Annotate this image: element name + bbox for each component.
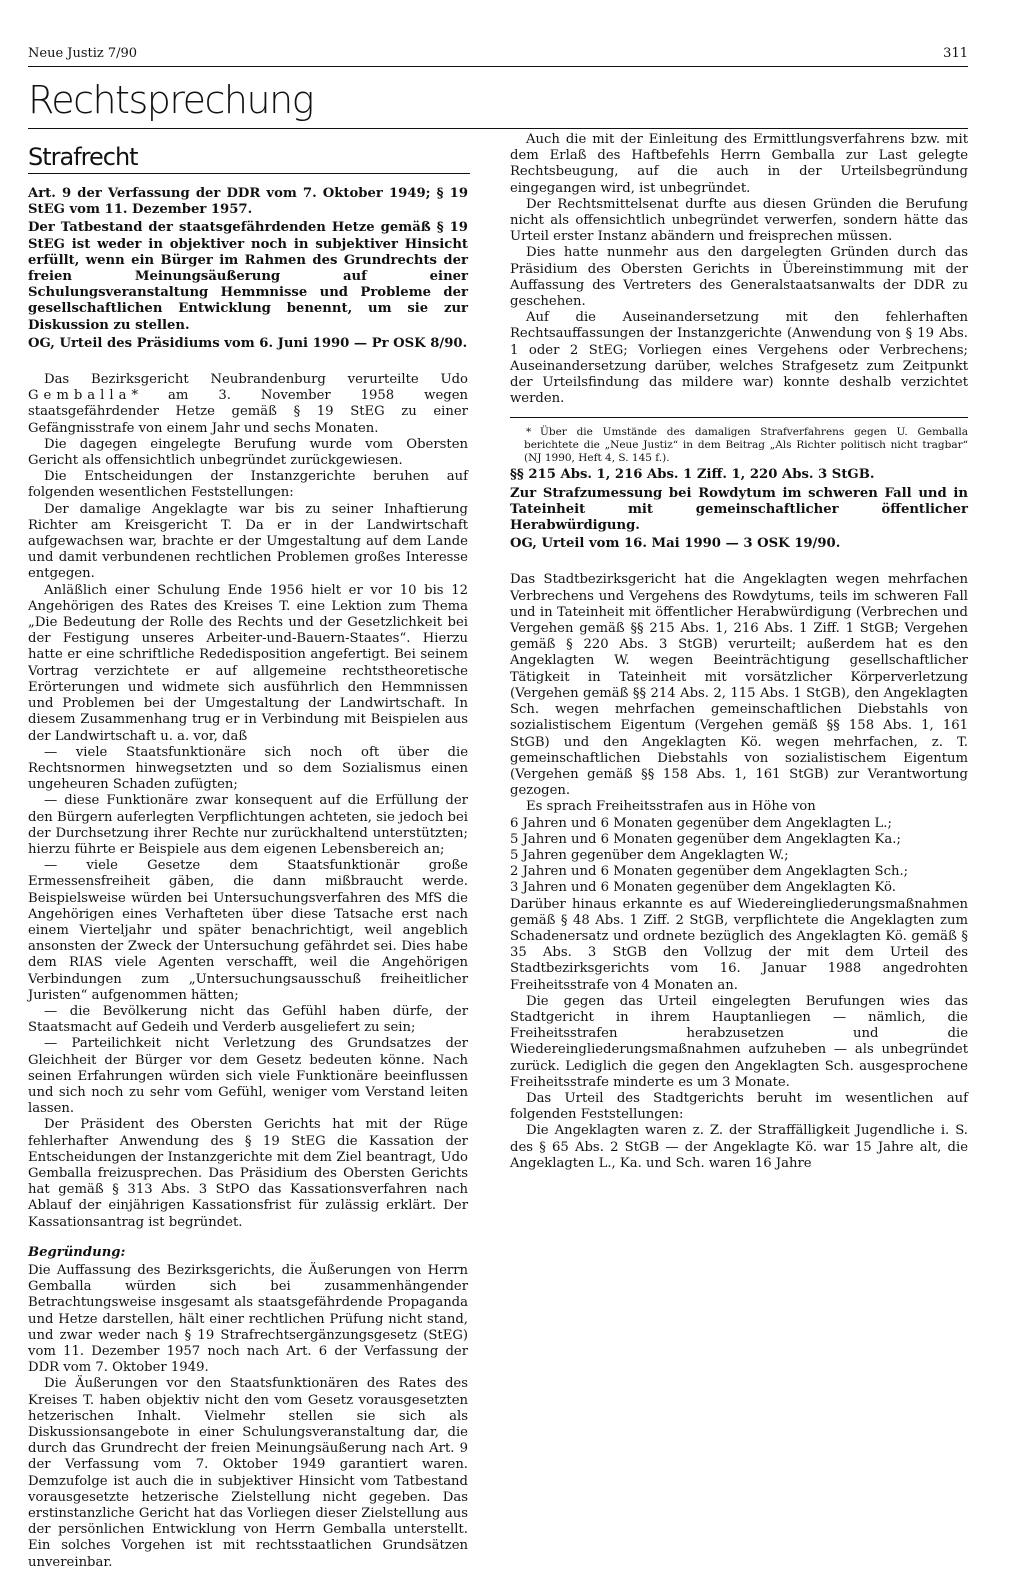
case1-paragraph: Die Entscheidungen der Instanzgerichte beruhen auf folgenden wesentlichen Feststellungen: <box>28 469 468 501</box>
case1-paragraph: Der damalige Angeklagte war bis zu seiner Inhaftierung Richter am Kreisgericht T. Da er in der Landwirtschaft aufgewachsen war, brachte er der Umgestaltung auf dem Lande und damit verbundenen rechtlichen Problemen großes Interesse entgegen. <box>28 501 468 582</box>
sentence-item: 5 Jahren und 6 Monaten gegenüber dem Angeklagten Ka.; <box>510 831 901 847</box>
case1-paragraph: Anläßlich einer Schulung Ende 1956 hielt er vor 10 bis 12 Angehörigen des Rates des Kreises T. eine Lektion zum Thema „Die Bedeutung der Rolle des Rechts und der Gesetzlichkeit bei der Festigung unseres Arbeiter-und-Bauern-Staates“. Hierzu hatte er eine schriftliche Rededisposition angefertigt. Bei seinem Vortrag verzichtete er auf allgemeine rechtstheoretische Erörterungen und widmete sich ausführlich den Hemmnissen und Problemen bei der Umgestaltung der Landwirtschaft. In diesem Zusammenhang trug er in Verbindung mit Beispielen aus der Landwirtschaft u. a. vor, daß <box>28 582 468 744</box>
running-head <box>28 46 968 61</box>
case1-paragraph: Auf die Auseinandersetzung mit den fehlerhaften Rechtsauffassungen der Instanzgerichte (Anwendung von § 19 Abs. 1 oder 2 StEG; Vorliegen eines Vergehens oder Verbrechens; Auseinandersetzung darüber, welches Strafgesetz zum Zeitpunkt der Urteilsfindung das mildere war) konnte deshalb verzichtet werden. <box>510 310 968 407</box>
subsection-rule <box>28 173 470 174</box>
case2-paragraph: Darüber hinaus erkannte es auf Wiedereingliederungsmaßnahmen gemäß § 48 Abs. 1 Ziff. 2 StGB, verpflichtete die Angeklagten zum Schadenersatz und ordnete bezüglich des Angeklagten Kö. gemäß § 35 Abs. 3 StGB den Vollzug der mit dem Urteil des Stadtbezirksgerichts vom 16. Januar 1988 angedrohten Freiheitsstrafe von 4 Monaten an. <box>510 896 968 993</box>
section-rule <box>28 128 968 129</box>
list-item: — die Bevölkerung nicht das Gefühl haben dürfe, der Staatsmacht auf Gedeih und Verderb ausgeliefert zu sein; <box>28 1003 468 1036</box>
case1-paragraph: Der Präsident des Obersten Gerichts hat mit der Rüge fehlerhafter Anwendung des § 19 StEG die Kassation der Entscheidungen der Instanzgerichte mit dem Ziel beantragt, Udo Gemballa freizusprechen. Das Präsidium des Obersten Gerichts hat gemäß § 313 Abs. 3 StPO das Kassationsverfahren nach Ablauf der einjährigen Kassationsfrist für zulässig erklärt. Der Kassationsantrag ist begründet. <box>28 1117 468 1230</box>
case1-paragraph: Auch die mit der Einleitung des Ermittlungsverfahrens bzw. mit dem Erlaß des Haftbefehls Herrn Gemballa zur Last gelegte Rechtsbeugung, auf die auch in der Urteilsbegründung eingegangen wird, ist unbegründet. <box>510 132 968 196</box>
left-column <box>28 184 468 1571</box>
document-page <box>28 0 998 1570</box>
list-item: — diese Funktionäre zwar konsequent auf die Erfüllung der den Bürgern auferlegten Verpflichtungen achteten, sie jedoch bei der Durchsetzung ihrer Rechte nur zurückhaltend unterstützten; hierzu führte er Beispiele aus dem eigenen Lebensbereich an; <box>28 793 468 857</box>
case1-headnote: Der Tatbestand der staatsgefährdenden Hetze gemäß § 19 StEG ist weder in objektiver noch in subjektiver Hinsicht erfüllt, wenn ein Bürger im Rahmen des Grundrechts der freien Meinungsäußerung auf einer Schulungsveranstaltung Hemmnisse und Probleme der gesellschaftlichen Entwicklung benennt, um sie zur Diskussion zu stellen. <box>28 220 468 333</box>
case2-citation: OG, Urteil vom 16. Mai 1990 — 3 OSK 19/90. <box>510 536 841 552</box>
subsection-title: Strafrecht <box>28 143 138 171</box>
begruendung-heading: Begründung: <box>28 1244 126 1260</box>
sentence-item: 6 Jahren und 6 Monaten gegenüber dem Angeklagten L.; <box>510 815 892 831</box>
page-number: 311 <box>943 46 968 61</box>
case2-statutes: §§ 215 Abs. 1, 216 Abs. 1 Ziff. 1, 220 Abs. 3 StGB. <box>510 467 875 483</box>
case1-statutes: Art. 9 der Verfassung der DDR vom 7. Oktober 1949; § 19 StEG vom 11. Dezember 1957. <box>28 186 468 218</box>
footnote-text: Über die Umstände des damaligen Strafverfahrens gegen U. Gemballa berichtete die „Neue Justiz“ in dem Beitrag „Als Richter politisch nicht tragbar“ (NJ 1990, Heft 4, S. 145 f.). <box>524 426 968 465</box>
case2-paragraph: Die Angeklagten waren z. Z. der Straffälligkeit Jugendliche i. S. des § 65 Abs. 2 StGB — der Angeklagte Kö. war 15 Jahre alt, die Angeklagten L., Ka. und Sch. waren 16 Jahre <box>510 1123 968 1171</box>
defendant-name: Gemballa <box>28 388 132 404</box>
section-title: Rechtsprechung <box>28 78 313 122</box>
case1-paragraph: Die Äußerungen vor den Staatsfunktionären des Rates des Kreises T. haben objektiv nicht den vom Gesetz vorausgesetzten hetzerischen Inhalt. Vielmehr stellen sie sich als Diskussionsangebote in einer Schulungsveranstaltung dar, die durch das Grundrecht der freien Meinungsäußerung nach Art. 9 der Verfassung vom 7. Oktober 1949 garantiert waren. Demzufolge ist auch die in subjektiver Hinsicht vom Tatbestand vorausgesetzte hetzerische Zielstellung nicht gegeben. Das erstinstanzliche Gericht hat das Vorliegen dieser Zielstellung aus der persönlichen Entwicklung von Herrn Gemballa unterstellt. Ein solches Vorgehen ist mit rechtsstaatlichen Grundsätzen unvereinbar. <box>28 1376 468 1570</box>
case2-paragraph: Es sprach Freiheitsstrafen aus in Höhe von <box>526 799 816 815</box>
right-column <box>510 132 968 1172</box>
case1-paragraph: Der Rechtsmittelsenat durfte aus diesen Gründen die Berufung nicht als offensichtlich unbegründet verwerfen, sondern hätte das Urteil erster Instanz abändern und freisprechen müssen. <box>510 196 968 245</box>
sentence-item: 3 Jahren und 6 Monaten gegenüber dem Angeklagten Kö. <box>510 880 896 896</box>
footnote-rule <box>510 417 968 418</box>
case1-paragraph: Dies hatte nunmehr aus den dargelegten Gründen durch das Präsidium des Obersten Gerichts in Übereinstimmung mit der Auffassung des Vertreters des Generalstaatsanwalts der DDR zu geschehen. <box>510 245 968 310</box>
list-item: — viele Gesetze dem Staatsfunktionär große Ermessensfreiheit gäben, die dann mißbraucht werde. Beispielsweise würden bei Untersuchungsverfahren des MfS die Angehörigen eines Verhafteten über diese Tatsache erst nach einem Vierteljahr und später benachrichtigt, weil angeblich ansonsten der Zweck der Untersuchung gefährdet sei. Dies habe dem RIAS viele Agenten verschafft, weil die Angehörigen Verbindungen zum „Untersuchungsausschuß freiheitlicher Juristen“ aufgenommen hätten; <box>28 858 468 1003</box>
case2-paragraph: Das Urteil des Stadtgerichts beruht im wesentlichen auf folgenden Feststellungen: <box>510 1090 968 1123</box>
header-rule <box>28 66 968 67</box>
case2-paragraph: Die gegen das Urteil eingelegten Berufungen wies das Stadtgericht in ihrem Hauptanliegen — nämlich, die Freiheitsstrafen herabzusetzen und die Wiedereingliederungsmaßnahmen aufzuheben — als unbegründet zurück. Lediglich die gegen den Angeklagten Sch. ausgesprochene Freiheitsstrafe minderte es um 3 Monate. <box>510 993 968 1090</box>
case1-paragraph <box>28 372 468 437</box>
footnote <box>510 426 968 465</box>
sentence-item: 2 Jahren und 6 Monaten gegenüber dem Angeklagten Sch.; <box>510 864 909 880</box>
footnote-mark: * <box>526 426 532 439</box>
case1-citation: OG, Urteil des Präsidiums vom 6. Juni 1990 — Pr OSK 8/90. <box>28 335 468 351</box>
sentence-item: 5 Jahren gegenüber dem Angeklagten W.; <box>510 847 789 863</box>
journal-issue: Neue Justiz 7/90 <box>28 46 138 61</box>
case1-p1-text-cont: * am 3. November 1958 wegen staatsgefährdender Hetze gemäß § 19 StEG zu einer Gefängnisstrafe von einem Jahr und sechs Monaten. <box>28 388 468 436</box>
list-item: — Parteilichkeit nicht Verletzung des Grundsatzes der Gleichheit der Bürger vor dem Gesetz bedeuten könne. Nach seinen Erfahrungen würden sich viele Funktionäre beeinflussen und sich noch zu sehr vom Gefühl, weniger vom Verstand leiten lassen. <box>28 1036 468 1117</box>
case1-paragraph: Die Auffassung des Bezirksgerichts, die Äußerungen von Herrn Gemballa würden sich bei zusammenhängender Betrachtungsweise insgesamt als staatsgefährdende Propaganda und Hetze darstellen, hält einer rechtlichen Prüfung nicht stand, und zwar weder nach § 19 Strafrechtsergänzungsgesetz (StEG) vom 11. Dezember 1957 noch nach Art. 6 der Verfassung der DDR vom 7. Oktober 1949. <box>28 1263 468 1376</box>
case1-p1-text: Das Bezirksgericht Neubrandenburg verurteilte Udo <box>44 372 468 388</box>
case2-headnote: Zur Strafzumessung bei Rowdytum im schweren Fall und in Tateinheit mit gemeinschaftlicher öffentlicher Herabwürdigung. <box>510 485 968 534</box>
case2-paragraph: Das Stadtbezirksgericht hat die Angeklagten wegen mehrfachen Verbrechens und Vergehens des Rowdytums, teils im schweren Fall und in Tateinheit mit öffentlicher Herabwürdigung (Verbrechen und Vergehen gemäß §§ 215 Abs. 1, 216 Abs. 1 Ziff. 1 StGB; Vergehen gemäß § 220 Abs. 3 StGB) verurteilt; außerdem hat es den Angeklagten W. wegen Beeinträchtigung gesellschaftlicher Tätigkeit in Tateinheit mit vorsätzlicher Körperverletzung (Vergehen gemäß §§ 214 Abs. 2, 115 Abs. 1 StGB), den Angeklagten Sch. wegen mehrfachen gemeinschaftlichen Diebstahls von sozialistischem Eigentum (Vergehen gemäß §§ 158 Abs. 1, 161 StGB) und den Angeklagten Kö. wegen mehrfachen, z. T. gemeinschaftlichen Diebstahls von sozialistischem Eigentum (Vergehen gemäß §§ 158 Abs. 1, 161 StGB) zur Verantwortung gezogen. <box>510 572 968 799</box>
case1-paragraph: Die dagegen eingelegte Berufung wurde vom Obersten Gericht als offensichtlich unbegründet zurückgewiesen. <box>28 436 468 469</box>
list-item: — viele Staatsfunktionäre sich noch oft über die Rechtsnormen hinwegsetzten und so dem Sozialismus einen ungeheuren Schaden zufügten; <box>28 744 468 793</box>
